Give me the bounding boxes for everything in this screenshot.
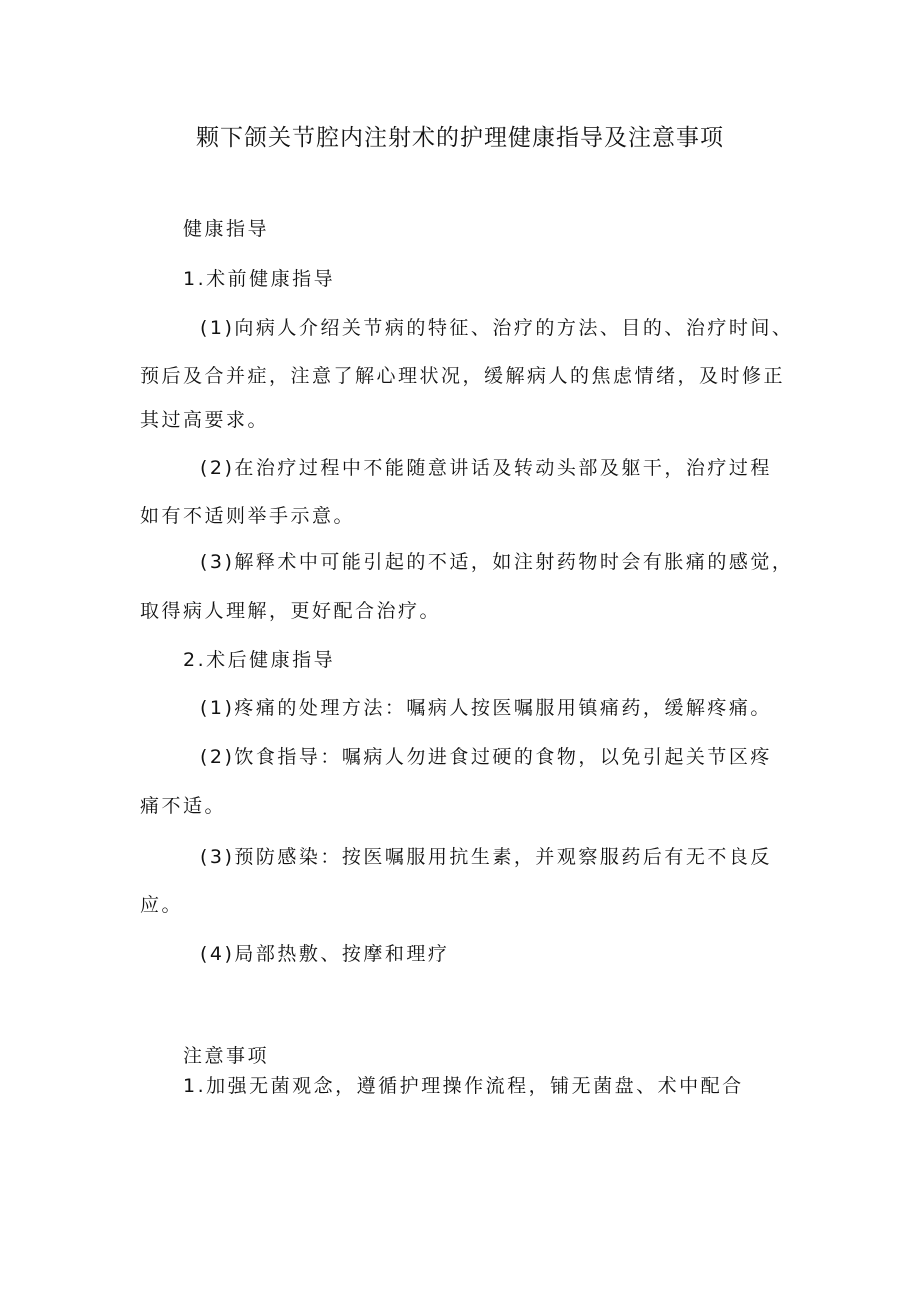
paragraph-line: 取得病人理解，更好配合治疗。 — [140, 600, 442, 622]
document-title: 颗下颌关节腔内注射术的护理健康指导及注意事项 — [196, 125, 724, 151]
paragraph-line: (3)解释术中可能引起的不适，如注射药物时会有胀痛的感觉， — [200, 551, 794, 573]
paragraph-line: (2)饮食指导：嘱病人勿进食过硬的食物，以免引起关节区疼 — [200, 746, 772, 768]
section-heading-precautions: 注意事项 — [183, 1045, 270, 1067]
paragraph-line: 如有不适则举手示意。 — [140, 505, 356, 527]
precaution-item: 1.加强无菌观念，遵循护理操作流程，铺无菌盘、术中配合 — [183, 1075, 744, 1097]
subsection-heading-preop: 1.术前健康指导 — [183, 268, 336, 290]
paragraph-line: 应。 — [140, 894, 184, 916]
paragraph-line: 痛不适。 — [140, 795, 227, 817]
paragraph-line: 其过高要求。 — [140, 409, 270, 431]
section-heading-health-guidance: 健康指导 — [183, 218, 270, 240]
subsection-heading-postop: 2.术后健康指导 — [183, 649, 336, 671]
paragraph-line: (1)疼痛的处理方法：嘱病人按医嘱服用镇痛药，缓解疼痛。 — [200, 697, 772, 719]
paragraph-line: 预后及合并症，注意了解心理状况，缓解病人的焦虑情绪，及时修正 — [140, 365, 786, 387]
paragraph-line: (2)在治疗过程中不能随意讲话及转动头部及躯干，治疗过程 — [200, 457, 772, 479]
paragraph-line: (4)局部热敷、按摩和理疗 — [200, 943, 450, 965]
paragraph-line: (1)向病人介绍关节病的特征、治疗的方法、目的、治疗时间、 — [200, 317, 794, 339]
paragraph-line: (3)预防感染：按医嘱服用抗生素，并观察服药后有无不良反 — [200, 846, 772, 868]
